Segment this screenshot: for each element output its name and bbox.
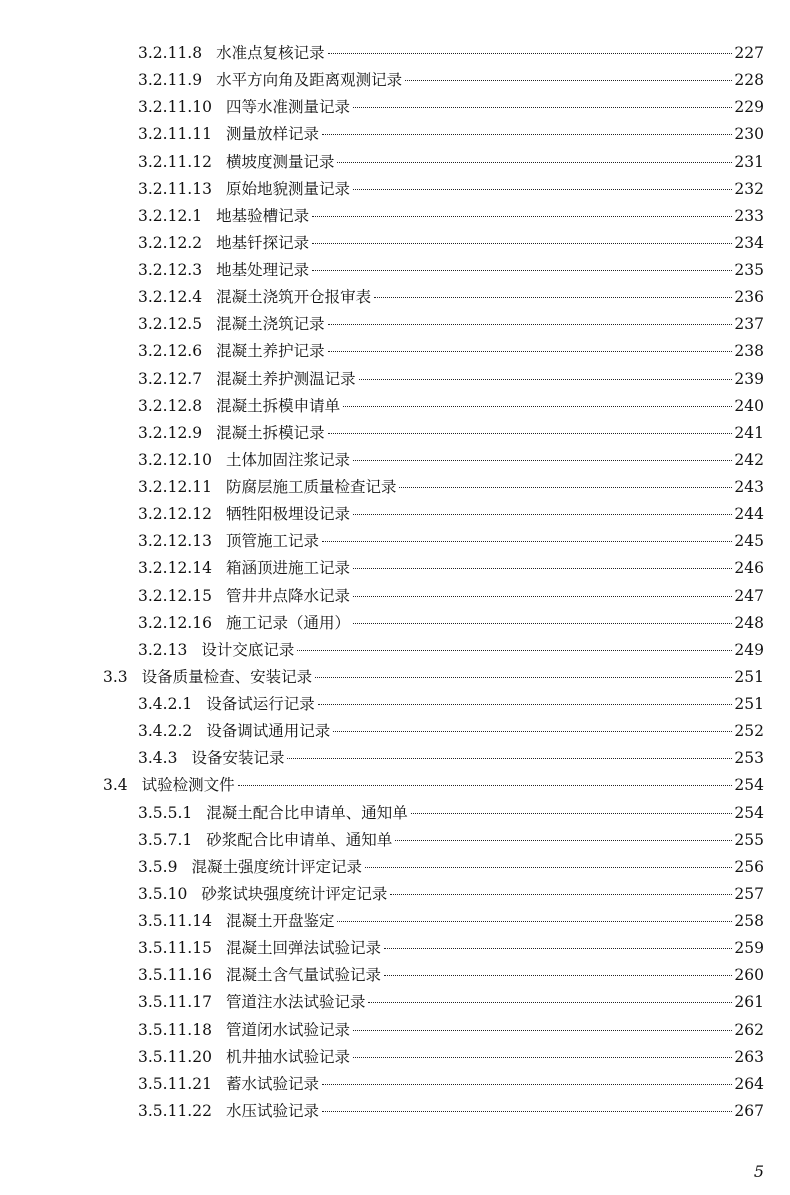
- toc-dot-leader: [390, 893, 732, 895]
- toc-dot-leader: [297, 649, 732, 651]
- toc-entry-number: 3.5.10: [138, 884, 188, 903]
- toc-entry-number: 3.2.11.12: [138, 152, 212, 171]
- toc-entry-number: 3.4.2.1: [138, 695, 193, 713]
- toc-dot-leader: [328, 432, 733, 434]
- toc-dot-leader: [411, 812, 733, 814]
- toc-entry[interactable]: [0, 121, 790, 148]
- toc-dot-leader: [328, 350, 733, 352]
- toc-entry-number: 3.2.12.6: [138, 342, 203, 361]
- toc-dot-leader: [353, 622, 732, 624]
- toc-entry-number: 3.2.12.15: [138, 586, 212, 605]
- toc-entry[interactable]: [0, 827, 790, 854]
- toc-entry-title: 管井井点降水记录: [225, 586, 350, 605]
- toc-dot-leader: [353, 513, 732, 515]
- toc-entry-number: 3.5.5.1: [138, 803, 193, 822]
- toc-entry[interactable]: [0, 718, 790, 745]
- toc-entry[interactable]: [0, 257, 790, 284]
- toc-entry-page: 241: [734, 423, 764, 442]
- toc-entry-page: 235: [734, 261, 764, 279]
- toc-entry-number: 3.5.11.20: [138, 1047, 212, 1066]
- toc-entry[interactable]: [0, 989, 790, 1016]
- toc-entry-title: 混凝土拆模记录: [216, 423, 325, 442]
- toc-entry-page: 267: [734, 1101, 764, 1120]
- toc-entry-title: 设备试运行记录: [206, 695, 315, 713]
- table-of-contents: [0, 40, 790, 1125]
- toc-entry-title: 水准点复核记录: [216, 44, 325, 62]
- toc-entry-page: 237: [734, 315, 764, 334]
- toc-entry-page: 247: [734, 586, 764, 605]
- toc-dot-leader: [312, 269, 732, 271]
- toc-entry[interactable]: [0, 1044, 790, 1071]
- toc-entry[interactable]: [0, 94, 790, 121]
- toc-entry[interactable]: [0, 555, 790, 582]
- toc-dot-leader: [353, 1056, 732, 1058]
- toc-entry-title: 牺牲阳极埋设记录: [225, 505, 350, 524]
- toc-dot-leader: [353, 1029, 732, 1031]
- toc-dot-leader: [328, 52, 733, 54]
- toc-entry-title: 混凝土养护测温记录: [216, 369, 356, 388]
- toc-entry-number: 3.5.7.1: [138, 830, 193, 849]
- toc-entry-number: 3.2.11.13: [138, 179, 212, 198]
- toc-entry[interactable]: [0, 176, 790, 203]
- toc-entry-number: 3.2.12.2: [138, 233, 203, 252]
- toc-dot-leader: [353, 106, 732, 108]
- toc-dot-leader: [337, 161, 732, 163]
- toc-entry-title: 混凝土回弹法试验记录: [225, 939, 381, 958]
- toc-entry-page: 261: [734, 993, 764, 1012]
- toc-dot-leader: [384, 974, 732, 976]
- toc-entry-number: 3.5.11.16: [138, 966, 212, 985]
- toc-dot-leader: [322, 540, 732, 542]
- toc-entry-title: 混凝土拆模申请单: [216, 396, 341, 415]
- toc-entry-number: 3.2.12.5: [138, 315, 203, 334]
- toc-entry-number: 3.2.13: [138, 640, 188, 659]
- toc-entry-title: 水平方向角及距离观测记录: [216, 71, 403, 90]
- toc-entry[interactable]: [0, 447, 790, 474]
- toc-entry-page: 254: [734, 776, 764, 795]
- toc-entry-number: 3.4: [103, 776, 128, 795]
- toc-entry-title: 设计交底记录: [201, 640, 295, 659]
- toc-entry-number: 3.2.12.14: [138, 559, 212, 578]
- toc-entry-page: 249: [734, 640, 764, 659]
- toc-entry-page: 228: [734, 71, 764, 90]
- toc-entry-title: 地基验槽记录: [216, 206, 310, 225]
- toc-dot-leader: [328, 323, 733, 325]
- toc-entry[interactable]: [0, 420, 790, 447]
- toc-dot-leader: [337, 920, 732, 922]
- toc-entry[interactable]: [0, 474, 790, 501]
- toc-entry-number: 3.2.12.1: [138, 206, 203, 225]
- toc-entry-page: 256: [734, 857, 764, 876]
- toc-entry-page: 251: [734, 667, 764, 686]
- toc-entry-number: 3.2.12.12: [138, 505, 212, 524]
- toc-entry-number: 3.2.12.10: [138, 450, 212, 469]
- toc-entry[interactable]: [0, 962, 790, 989]
- toc-dot-leader: [322, 1110, 732, 1112]
- toc-entry[interactable]: [0, 800, 790, 827]
- toc-entry-title: 管道注水法试验记录: [225, 993, 366, 1012]
- toc-entry-number: 3.5.11.21: [138, 1074, 212, 1093]
- toc-entry[interactable]: [0, 203, 790, 230]
- toc-entry-number: 3.5.11.17: [138, 993, 212, 1012]
- toc-entry-page: 234: [734, 233, 764, 252]
- toc-dot-leader: [353, 459, 732, 461]
- toc-entry-number: 3.5.11.14: [138, 912, 212, 930]
- toc-entry-number: 3.4.3: [138, 749, 178, 768]
- toc-entry[interactable]: [0, 935, 790, 962]
- toc-dot-leader: [395, 839, 732, 841]
- toc-entry-page: 240: [734, 396, 764, 415]
- toc-entry[interactable]: [0, 691, 790, 718]
- toc-entry-page: 252: [734, 722, 764, 741]
- toc-entry-title: 原始地貌测量记录: [225, 179, 350, 198]
- toc-entry[interactable]: [0, 528, 790, 555]
- toc-entry-title: 测量放样记录: [225, 125, 319, 144]
- toc-entry-title: 土体加固注浆记录: [225, 450, 350, 469]
- toc-entry-title: 砂浆试块强度统计评定记录: [201, 884, 388, 903]
- toc-dot-leader: [318, 703, 733, 705]
- toc-entry[interactable]: [0, 1098, 790, 1125]
- toc-dot-leader: [315, 676, 732, 678]
- toc-entry-title: 水压试验记录: [225, 1101, 319, 1120]
- toc-entry-title: 混凝土浇筑开仓报审表: [216, 288, 372, 307]
- toc-entry-page: 239: [734, 369, 764, 388]
- toc-entry-page: 258: [734, 912, 764, 930]
- toc-entry[interactable]: [0, 1017, 790, 1044]
- toc-entry-number: 3.2.11.9: [138, 71, 203, 90]
- toc-entry[interactable]: [0, 881, 790, 908]
- toc-entry-title: 设备安装记录: [191, 749, 285, 768]
- toc-dot-leader: [384, 947, 732, 949]
- toc-entry-title: 管道闭水试验记录: [225, 1020, 350, 1039]
- toc-entry[interactable]: [0, 583, 790, 610]
- toc-entry-page: 257: [734, 884, 764, 903]
- toc-entry-number: 3.5.11.22: [138, 1101, 212, 1120]
- toc-entry[interactable]: [0, 908, 790, 935]
- toc-entry-number: 3.2.12.16: [138, 613, 212, 632]
- toc-dot-leader: [333, 730, 732, 732]
- toc-entry-number: 3.2.12.11: [138, 478, 212, 496]
- toc-dot-leader: [343, 405, 732, 407]
- toc-entry-page: 242: [734, 450, 764, 469]
- toc-entry-page: 251: [734, 695, 764, 713]
- toc-entry-title: 设备调试通用记录: [206, 722, 331, 741]
- toc-entry-page: 244: [734, 505, 764, 524]
- toc-entry-title: 机井抽水试验记录: [225, 1047, 350, 1066]
- toc-entry-number: 3.5.11.15: [138, 939, 212, 958]
- toc-dot-leader: [322, 133, 732, 135]
- toc-entry-page: 233: [734, 206, 764, 225]
- toc-entry-title: 四等水准测量记录: [225, 98, 350, 117]
- toc-entry-title: 蓄水试验记录: [225, 1074, 319, 1093]
- toc-entry[interactable]: [0, 1071, 790, 1098]
- page-number: 5: [753, 1162, 764, 1181]
- toc-entry-page: 262: [734, 1020, 764, 1039]
- toc-entry-number: 3.2.12.3: [138, 261, 203, 279]
- toc-entry-title: 顶管施工记录: [225, 532, 319, 551]
- toc-dot-leader: [353, 188, 732, 190]
- toc-entry-title: 砂浆配合比申请单、通知单: [206, 830, 393, 849]
- toc-entry-number: 3.3: [103, 667, 128, 686]
- toc-entry-title: 混凝土含气量试验记录: [225, 966, 381, 985]
- toc-entry-number: 3.2.12.8: [138, 396, 203, 415]
- toc-entry-page: 232: [734, 179, 764, 198]
- toc-entry-page: 255: [734, 830, 764, 849]
- toc-entry-number: 3.2.11.10: [138, 98, 212, 117]
- toc-entry-number: 3.2.11.8: [138, 44, 203, 62]
- toc-entry[interactable]: [0, 745, 790, 772]
- toc-entry[interactable]: [0, 284, 790, 311]
- toc-entry-page: 227: [734, 44, 764, 62]
- toc-entry-page: 230: [734, 125, 764, 144]
- toc-entry[interactable]: [0, 393, 790, 420]
- toc-entry-title: 横坡度测量记录: [225, 152, 335, 171]
- toc-dot-leader: [353, 567, 732, 569]
- toc-dot-leader: [368, 1001, 732, 1003]
- toc-entry-number: 3.2.12.9: [138, 423, 203, 442]
- toc-dot-leader: [359, 378, 733, 380]
- toc-entry-number: 3.5.11.18: [138, 1020, 212, 1039]
- toc-entry[interactable]: [0, 149, 790, 176]
- toc-entry-title: 设备质量检查、安装记录: [141, 667, 313, 686]
- toc-entry[interactable]: [0, 637, 790, 664]
- toc-entry[interactable]: [0, 366, 790, 393]
- toc-entry[interactable]: [0, 40, 790, 67]
- toc-entry-page: 246: [734, 559, 764, 578]
- toc-entry[interactable]: [0, 610, 790, 637]
- toc-entry-page: 259: [734, 939, 764, 958]
- toc-entry-page: 253: [734, 749, 764, 768]
- toc-entry-title: 箱涵顶进施工记录: [225, 559, 350, 578]
- toc-entry-page: 264: [734, 1074, 764, 1093]
- toc-entry-title: 混凝土浇筑记录: [216, 315, 325, 334]
- toc-entry-number: 3.4.2.2: [138, 722, 193, 741]
- toc-entry-title: 地基钎探记录: [216, 233, 310, 252]
- toc-entry-page: 260: [734, 966, 764, 985]
- toc-entry-number: 3.2.12.13: [138, 532, 212, 551]
- toc-entry-title: 试验检测文件: [141, 776, 235, 795]
- toc-entry[interactable]: [0, 854, 790, 881]
- toc-entry-title: 混凝土强度统计评定记录: [191, 857, 362, 876]
- toc-entry-title: 地基处理记录: [216, 261, 310, 279]
- toc-entry[interactable]: [0, 338, 790, 365]
- toc-entry-title: 防腐层施工质量检查记录: [225, 478, 397, 496]
- toc-entry-page: 263: [734, 1047, 764, 1066]
- toc-entry-page: 243: [734, 478, 764, 496]
- toc-entry-title: 混凝土开盘鉴定: [225, 912, 335, 930]
- toc-entry-page: 236: [734, 288, 764, 307]
- toc-dot-leader: [405, 79, 732, 81]
- toc-entry-page: 229: [734, 98, 764, 117]
- toc-entry-number: 3.5.9: [138, 857, 178, 876]
- toc-entry-number: 3.2.12.7: [138, 369, 203, 388]
- toc-entry-page: 231: [734, 152, 764, 171]
- toc-entry-page: 248: [734, 613, 764, 632]
- toc-dot-leader: [374, 296, 732, 298]
- toc-entry[interactable]: [0, 664, 790, 691]
- toc-entry-number: 3.2.11.11: [138, 125, 212, 144]
- toc-entry[interactable]: [0, 501, 790, 528]
- toc-entry-page: 254: [734, 803, 764, 822]
- toc-entry[interactable]: [0, 67, 790, 94]
- toc-dot-leader: [353, 595, 732, 597]
- toc-dot-leader: [238, 784, 733, 786]
- toc-entry-title: 混凝土配合比申请单、通知单: [206, 803, 408, 822]
- toc-entry-page: 238: [734, 342, 764, 361]
- toc-dot-leader: [322, 1083, 732, 1085]
- toc-entry[interactable]: [0, 230, 790, 257]
- toc-dot-leader: [365, 866, 732, 868]
- toc-dot-leader: [312, 215, 732, 217]
- toc-entry-page: 245: [734, 532, 764, 551]
- toc-entry[interactable]: [0, 772, 790, 799]
- toc-dot-leader: [399, 486, 732, 488]
- toc-entry-number: 3.2.12.4: [138, 288, 203, 307]
- toc-entry-title: 混凝土养护记录: [216, 342, 325, 361]
- toc-dot-leader: [287, 757, 732, 759]
- toc-dot-leader: [312, 242, 732, 244]
- toc-entry-title: 施工记录（通用）: [225, 613, 350, 632]
- toc-entry[interactable]: [0, 311, 790, 338]
